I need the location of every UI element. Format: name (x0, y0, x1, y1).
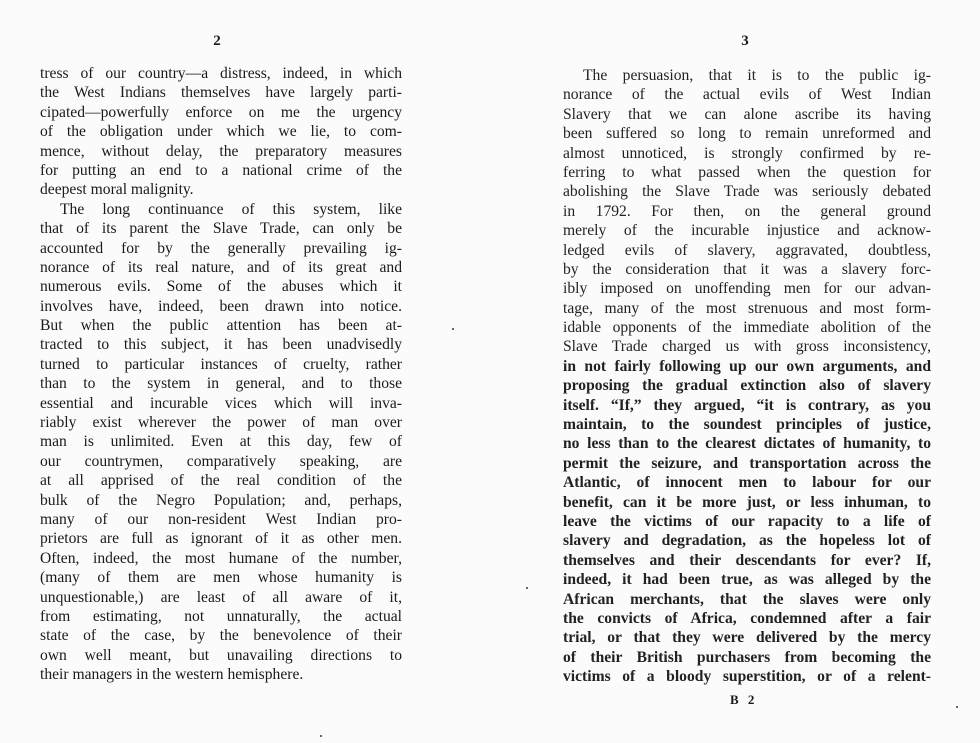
text-line: tress of our country—a distress, indeed, in which (40, 65, 402, 82)
right-page (490, 0, 980, 743)
page-number: 2 (213, 33, 221, 49)
text-line: norance of the actual evils of West Indian (563, 86, 931, 104)
ink-speck (452, 328, 454, 330)
ink-speck (956, 706, 958, 708)
text-line: itself. “If,” they argued, “it is contrary, as you (563, 396, 931, 414)
text-line: Atlantic, of innocent men to labour for our (563, 474, 931, 492)
text-line: slavery and degradation, as the hopeless lot of (563, 532, 931, 550)
text-line: proposing the gradual extinction also of slavery (563, 377, 931, 395)
text-line: man is unlimited. Even at this day, few of (40, 433, 402, 451)
text-line: many of our non-resident West Indian pro- (40, 510, 402, 528)
text-line: cipated—powerfully enforce on me the urgency (40, 103, 402, 121)
text-line: tracted to this subject, it has been unadvisedly (40, 336, 402, 354)
text-line: themselves and their descendants for ever? If, (563, 551, 931, 569)
text-line: that of its parent the Slave Trade, can only be (40, 220, 402, 238)
text-line: bulk of the Negro Population; and, perhaps, (40, 491, 402, 509)
text-line: leave the victims of our rapacity to a life of (563, 512, 931, 530)
text-line: involves have, indeed, been drawn into notice. (40, 297, 402, 315)
text-line: in not fairly following up our own arguments, and (563, 357, 931, 375)
text-line: ibly imposed on unoffending men for our advan- (563, 280, 931, 298)
text-line: victims of a bloody superstition, or of a relent- (563, 668, 931, 686)
text-line: from estimating, not unnaturally, the actual (40, 607, 402, 625)
text-line: prietors are full as ignorant of it as other men. (40, 530, 402, 548)
text-line: norance of its real nature, and of its great and (40, 258, 402, 276)
text-line: Often, indeed, the most humane of the number, (40, 549, 402, 567)
text-line: than to the system in general, and to those (40, 375, 402, 393)
text-line: ferring to what passed when the question for (563, 163, 931, 181)
text-line: turned to particular instances of cruelty, rather (40, 355, 402, 373)
text-line: Slave Trade charged us with gross inconsistency, (563, 338, 931, 356)
text-line: The persuasion, that it is to the public ig- (583, 67, 931, 84)
text-line: the convicts of Africa, condemned after a fair (563, 609, 931, 627)
text-line: riably exist wherever the power of man over (40, 414, 402, 432)
ink-speck (526, 587, 528, 589)
text-line: permit the seizure, and transportation across the (563, 454, 931, 472)
text-line: unquestionable,) are least of all aware of it, (40, 588, 402, 606)
text-line: abolishing the Slave Trade was seriously debated (563, 183, 931, 201)
text-line: tage, many of the most strenuous and most form- (563, 299, 931, 317)
text-line: state of the case, by the benevolence of their (40, 627, 402, 645)
text-line: no less than to the clearest dictates of humanity, to (563, 435, 931, 453)
text-line: African merchants, that the slaves were only (563, 590, 931, 608)
text-line: been suffered so long to remain unreformed and (563, 125, 931, 143)
text-line: (many of them are men whose humanity is (40, 569, 402, 587)
signature-mark: B 2 (730, 692, 758, 707)
text-line: accounted for by the generally prevailing ig- (40, 239, 402, 257)
text-line: numerous evils. Some of the abuses which it (40, 278, 402, 296)
text-line: by the consideration that it was a slavery forc- (563, 260, 931, 278)
text-line: ledged evils of slavery, aggravated, doubtless, (563, 241, 931, 259)
text-line: for putting an end to a national crime of the (40, 161, 402, 179)
text-line: essential and incurable vices which will inva- (40, 394, 402, 412)
text-line: almost unnoticed, is strongly confirmed by re- (563, 144, 931, 162)
text-line: the West Indians themselves have largely parti- (40, 84, 402, 102)
text-line: trial, or that they were delivered by the mercy (563, 629, 931, 647)
text-line: benefit, can it be more just, or less inhuman, to (563, 493, 931, 511)
text-line: in 1792. For then, on the general ground (563, 202, 931, 220)
text-line: of the obligation under which we lie, to com- (40, 123, 402, 141)
ink-speck (320, 735, 322, 737)
text-line: merely of the incurable injustice and acknow- (563, 222, 931, 240)
text-line: idable opponents of the immediate abolition of the (563, 319, 931, 337)
body-text (40, 64, 402, 685)
text-line: maintain, to the soundest principles of justice, (563, 416, 931, 434)
text-line: their managers in the western hemisphere. (40, 666, 304, 684)
text-line: own well meant, but unavailing directions to (40, 646, 402, 664)
text-line: mence, without delay, the preparatory measures (40, 142, 402, 160)
text-line: at all apprised of the real condition of the (40, 472, 402, 490)
body-text (563, 66, 931, 687)
text-line: deepest moral malignity. (40, 181, 194, 199)
text-line: Slavery that we can alone ascribe its having (563, 105, 931, 123)
text-line: The long continuance of this system, like (60, 200, 402, 218)
text-line: of their British purchasers from becoming the (563, 648, 931, 666)
page-number: 3 (741, 33, 749, 49)
text-line: But when the public attention has been at- (40, 317, 402, 335)
text-line: indeed, it had been true, as was alleged by the (563, 571, 931, 589)
text-line: our countrymen, comparatively speaking, are (40, 452, 402, 470)
